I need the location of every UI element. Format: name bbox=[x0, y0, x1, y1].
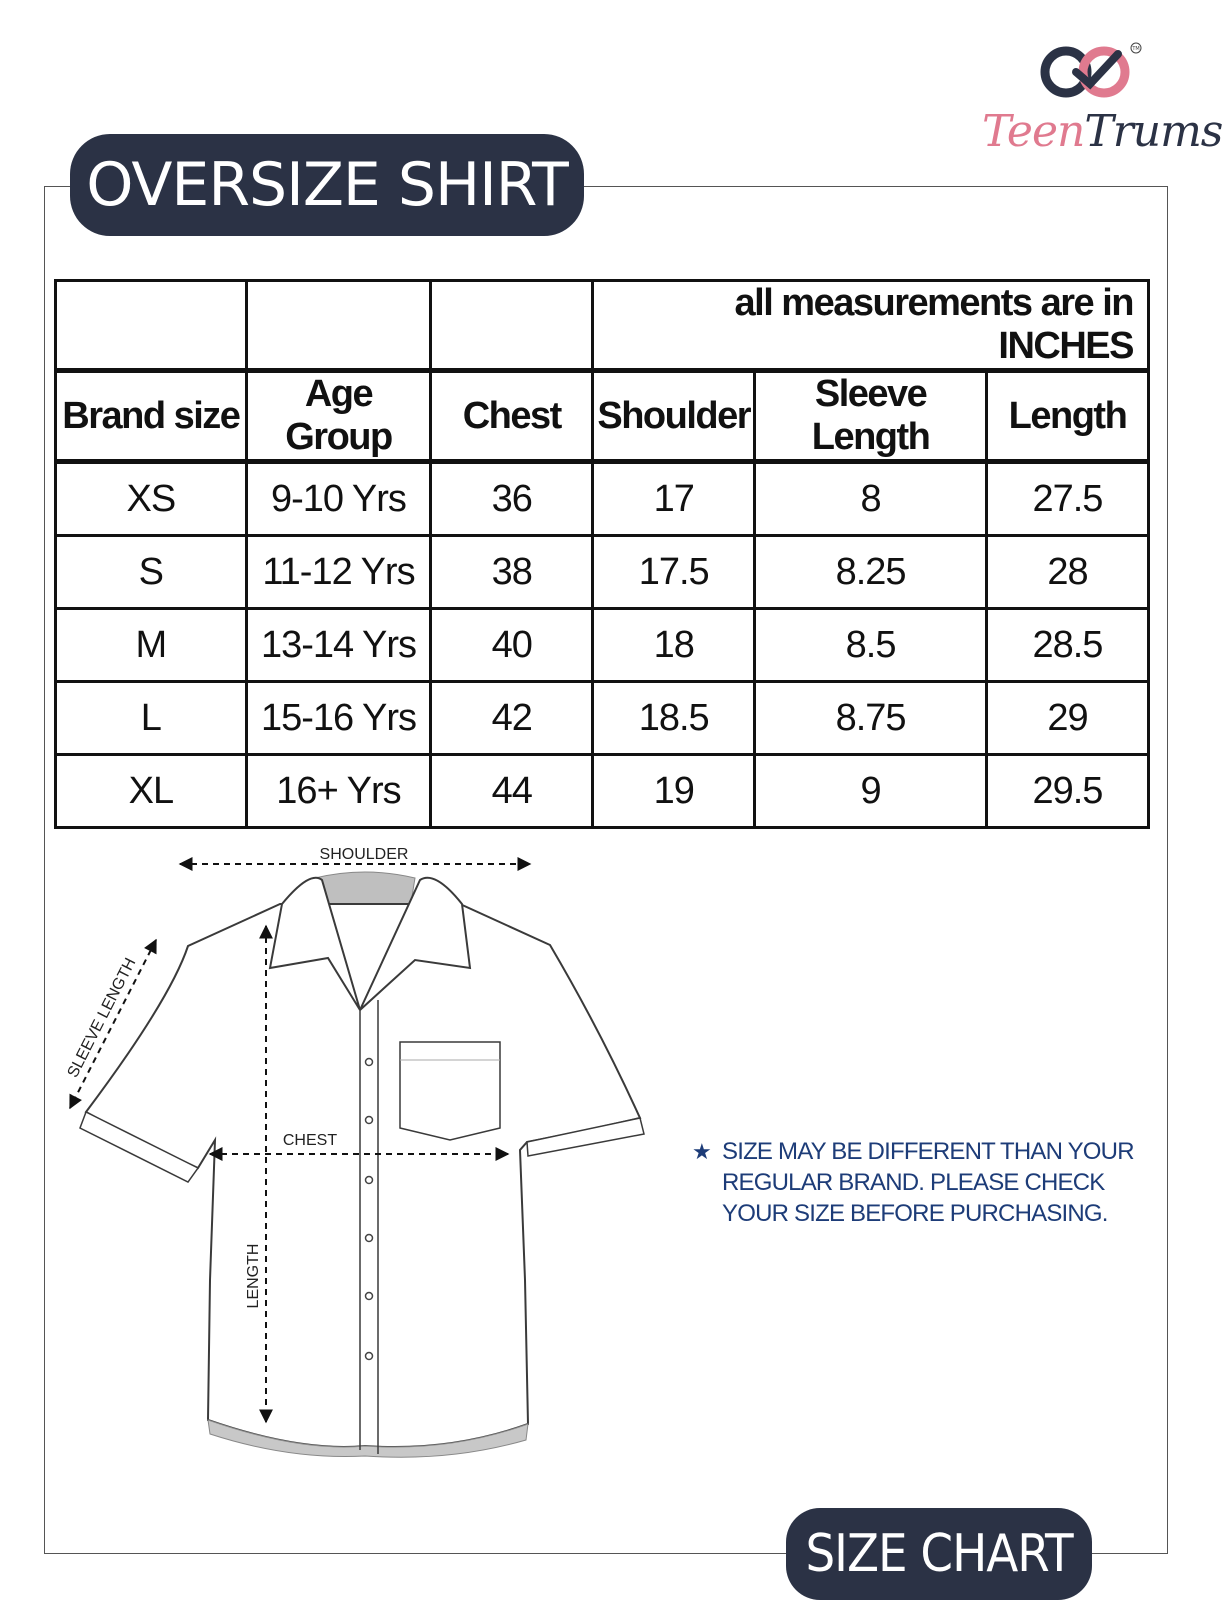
chest-label: CHEST bbox=[282, 1132, 338, 1149]
table-cell: 8.5 bbox=[755, 609, 987, 682]
table-cell: 29 bbox=[986, 682, 1148, 755]
star-icon: ★ bbox=[692, 1139, 711, 1164]
table-cell: 8 bbox=[755, 462, 987, 536]
table-cell: 8.25 bbox=[755, 536, 987, 609]
table-row bbox=[56, 462, 1149, 536]
disclaimer-line: REGULAR BRAND. PLEASE CHECK bbox=[722, 1169, 1105, 1196]
table-cell: 17.5 bbox=[593, 536, 755, 609]
shoulder-label: SHOULDER bbox=[319, 846, 409, 863]
column-header: Sleeve Length bbox=[755, 371, 987, 462]
logo-wordmark bbox=[982, 106, 1222, 157]
table-row bbox=[56, 609, 1149, 682]
table-row bbox=[56, 755, 1149, 828]
column-header: Shoulder bbox=[593, 371, 755, 462]
sleeve-length-label: SLEEVE LENGTH bbox=[64, 955, 140, 1081]
table-cell: 16+ Yrs bbox=[246, 755, 431, 828]
table-cell: L bbox=[56, 682, 247, 755]
logo-text-trums: Trums bbox=[1084, 106, 1222, 157]
table-row bbox=[56, 682, 1149, 755]
measurement-unit-note: all measurements are in INCHES bbox=[593, 281, 1149, 371]
disclaimer-line: YOUR SIZE BEFORE PURCHASING. bbox=[722, 1200, 1108, 1227]
table-cell: 28.5 bbox=[986, 609, 1148, 682]
table-cell: 40 bbox=[431, 609, 593, 682]
table-cell: 17 bbox=[593, 462, 755, 536]
column-header: Chest bbox=[431, 371, 593, 462]
table-note-row bbox=[56, 281, 1149, 371]
table-cell: XS bbox=[56, 462, 247, 536]
shirt-measurement-diagram bbox=[60, 846, 700, 1490]
table-cell: 38 bbox=[431, 536, 593, 609]
table-cell: 18 bbox=[593, 609, 755, 682]
table-cell: 9 bbox=[755, 755, 987, 828]
page-title: OVERSIZE SHIRT bbox=[70, 134, 584, 236]
logo-text-teen: Teen bbox=[982, 106, 1085, 157]
table-cell: 11-12 Yrs bbox=[246, 536, 431, 609]
table-cell: 27.5 bbox=[986, 462, 1148, 536]
table-cell: 42 bbox=[431, 682, 593, 755]
table-cell: 8.75 bbox=[755, 682, 987, 755]
disclaimer-line: SIZE MAY BE DIFFERENT THAN YOUR bbox=[722, 1138, 1134, 1165]
column-header: Length bbox=[986, 371, 1148, 462]
table-cell: 18.5 bbox=[593, 682, 755, 755]
table-cell: 28 bbox=[986, 536, 1148, 609]
table-cell: 19 bbox=[593, 755, 755, 828]
shirt-pocket bbox=[400, 1042, 500, 1140]
table-cell: 13-14 Yrs bbox=[246, 609, 431, 682]
table-cell: 36 bbox=[431, 462, 593, 536]
table-cell: 29.5 bbox=[986, 755, 1148, 828]
length-label: LENGTH bbox=[245, 1243, 262, 1309]
column-header: Age Group bbox=[246, 371, 431, 462]
table-cell: S bbox=[56, 536, 247, 609]
size-table bbox=[54, 279, 1150, 829]
trademark-mark: TM bbox=[1132, 46, 1140, 52]
brand-logo bbox=[982, 36, 1222, 166]
table-cell: 44 bbox=[431, 755, 593, 828]
table-cell: 9-10 Yrs bbox=[246, 462, 431, 536]
table-header-row bbox=[56, 371, 1149, 462]
table-cell: M bbox=[56, 609, 247, 682]
table-row bbox=[56, 536, 1149, 609]
shirt-outline bbox=[86, 904, 640, 1447]
size-chart-label: SIZE CHART bbox=[786, 1508, 1092, 1600]
logo-icon bbox=[1032, 40, 1142, 106]
column-header: Brand size bbox=[56, 371, 247, 462]
size-disclaimer bbox=[692, 1136, 1172, 1229]
table-cell: 15-16 Yrs bbox=[246, 682, 431, 755]
table-cell: XL bbox=[56, 755, 247, 828]
